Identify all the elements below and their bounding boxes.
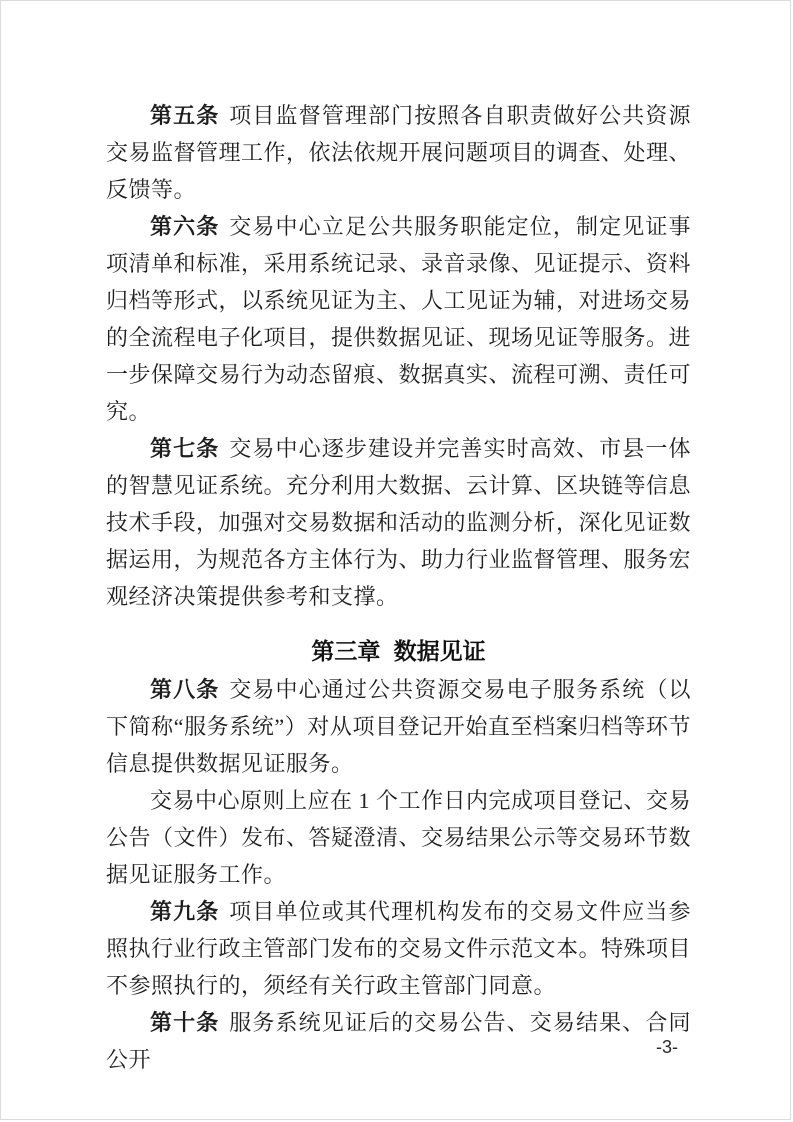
- article-number: 第八条: [150, 677, 220, 702]
- article-number: 第九条: [150, 899, 220, 924]
- article-paragraph-8: [106, 671, 691, 782]
- article-text: 交易中心逐步建设并完善实时高效、市县一体的智慧见证系统。充分利用大数据、云计算、区块链等信息技术手段，加强对交易数据和活动的监测分析，深化见证数据运用，为规范各方主体行为、助力行业监督管理、服务宏观经济决策提供参考和支撑。: [106, 436, 692, 609]
- article-number: 第六条: [150, 214, 220, 239]
- article-number: 第十条: [150, 1010, 220, 1035]
- plain-paragraph: [106, 782, 691, 893]
- article-number: 第七条: [150, 436, 220, 461]
- article-text: 交易中心通过公共资源交易电子服务系统（以下简称“服务系统”）对从项目登记开始直至档案归档等环节信息提供数据见证服务。: [106, 677, 691, 776]
- article-paragraph-5: [106, 97, 691, 208]
- article-paragraph-9: [106, 893, 691, 1004]
- article-paragraph-10: [106, 1004, 691, 1078]
- article-text: 项目监督管理部门按照各自职责做好公共资源交易监督管理工作，依法依规开展问题项目的调查、处理、反馈等。: [106, 103, 692, 202]
- article-text: 项目单位或其代理机构发布的交易文件应当参照执行业行政主管部门发布的交易文件示范文本。特殊项目不参照执行的，须经有关行政主管部门同意。: [106, 899, 692, 998]
- article-text: 交易中心立足公共服务职能定位，制定见证事项清单和标准，采用系统记录、录音录像、见证提示、资料归档等形式，以系统见证为主、人工见证为辅，对进场交易的全流程电子化项目，提供数据见证、现场见证等服务。进一步保障交易行为动态留痕、数据真实、流程可溯、责任可究。: [106, 214, 692, 424]
- article-text: 服务系统见证后的交易公告、交易结果、合同公开: [106, 1010, 691, 1072]
- article-number: 第五条: [150, 103, 220, 128]
- chapter-heading: 第三章 数据见证: [311, 638, 486, 664]
- article-paragraph-7: [106, 430, 691, 615]
- paragraph-text: 交易中心原则上应在 1 个工作日内完成项目登记、交易公告（文件）发布、答疑澄清、交易结果公示等交易环节数据见证服务工作。: [106, 788, 692, 887]
- document-body: [106, 97, 691, 1078]
- page-number: -3-: [656, 1037, 678, 1057]
- article-paragraph-6: [106, 208, 691, 430]
